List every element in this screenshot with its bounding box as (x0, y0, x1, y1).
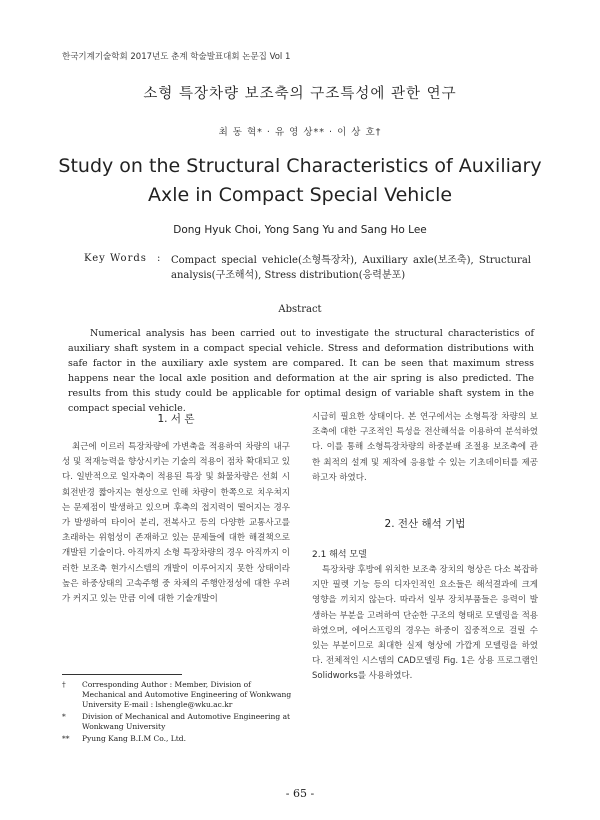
footnote-mark: * (62, 712, 66, 721)
method-heading: 2. 전산 해석 기법 (384, 518, 466, 530)
keywords-text: Compact special vehicle(소형특장차), Auxiliary axle(보조축), Structural analysis(구조해석), Stress distribution(응력분포) (171, 255, 531, 281)
model-text: 특장차량 후방에 위치한 보조축 장치의 형상은 다소 복잡하지만 필렛 기능 등의 디자인적인 요소들은 해석결과에 크게 영향을 끼치지 않는다. 따라서 일부 장치부품들은 응력이 발생하는 부분을 고려하여 단순한 구조의 형태로 모델링을 적용하였으며, 에어스프링의 경우는 하중이 집중적으로 걸릴 수 있는 부분이므로 최대한 실제 형상에 가깝게 모델링을 하였다. 전체적인 시스템의 CAD모델링 Fig. 1은 상용 프로그램인 Solidworks를 사용하였다. (312, 565, 538, 682)
model-subheading: 2.1 해석 모델 (312, 550, 367, 560)
footnote-text: Pyung Kang B.I.M Co., Ltd. (82, 734, 186, 743)
footnote-corresponding (62, 680, 292, 710)
keywords-label: Key Words (84, 253, 147, 264)
abstract-text: Numerical analysis has been carried out to investigate the structural characteristics of auxiliary shaft system in a compact special vehicle. Stress and deformation distributions with safe factor in the auxiliary axle system are compared. It can be seen that maximum stress happens near the local axle position and deformation at the air spring is also predicted. The results from this study could be applicable for optimal design of variable shaft system in the compact special vehicle. (68, 328, 534, 414)
footnote-affiliation (62, 712, 292, 732)
journal-header: 한국기계기술학회 2017년도 춘계 학술발표대회 논문집 Vol 1 (62, 52, 291, 62)
footnote-text: Corresponding Author : Member, Division of Mechanical and Automotive Engineering of Wonkwang University E-mail : lshengle@wku.ac.kr (82, 680, 292, 709)
footnote-company (62, 734, 292, 744)
intro-text: 최근에 이르러 특장차량에 가변축을 적용하여 차량의 내구성 및 적재능력을 향상시키는 기술의 적용이 점차 확대되고 있다. 일반적으로 일자축이 적용된 특장 및 화물차량은 선회 시 회전반경 짧아지는 현상으로 인해 차량이 한쪽으로 치우쳐지는 문제점이 발생하고 있으며 후축의 접지력이 떨어지는 경우가 발생하여 타이어 분리, 전복사고 등의 다양한 교통사고를 초래하는 위험성이 존재하고 있는 문제들에 대한 해결책으로 개발된 기술이다. 아직까지 소형 특장차량의 경우 아직까지 이러한 보조축 현가시스템의 개발이 이루어지지 못한 상태이라 높은 하중상태의 고속주행 중 차체의 주행안정성에 대한 우려가 커지고 있는 만큼 이에 대한 기술개발이 (62, 442, 290, 605)
intro-heading: 1. 서 론 (157, 413, 195, 425)
page-number: - 65 - (285, 787, 315, 800)
footnote-text: Division of Mechanical and Automotive Engineering at Wonkwang University (82, 712, 291, 731)
footnote-mark: † (62, 680, 66, 689)
authors-korean: 최 동 혁* · 유 영 상** · 이 상 호† (218, 127, 382, 138)
footnotes (62, 680, 292, 744)
footnote-mark: ** (62, 734, 70, 743)
title-english: Study on the Structural Characteristics of Auxiliary Axle in Compact Special Vehicle (58, 155, 542, 206)
footnote-divider (62, 674, 182, 675)
intro-continued-text: 시급히 필요한 상태이다. 본 연구에서는 소형특장 차량의 보조축에 대한 구조적인 특성을 전산해석을 이용하여 분석하였다. 이를 통해 소형특장차량의 하중분배 조절용 보조축에 관한 최적의 설계 및 제작에 응용할 수 있는 기초데이터를 제공하고자 하였다. (312, 412, 538, 483)
authors-english: Dong Hyuk Choi, Yong Sang Yu and Sang Ho Lee (173, 224, 427, 236)
title-korean: 소형 특장차량 보조축의 구조특성에 관한 연구 (143, 86, 457, 102)
abstract-heading: Abstract (278, 304, 322, 315)
keywords-colon: : (157, 253, 161, 264)
